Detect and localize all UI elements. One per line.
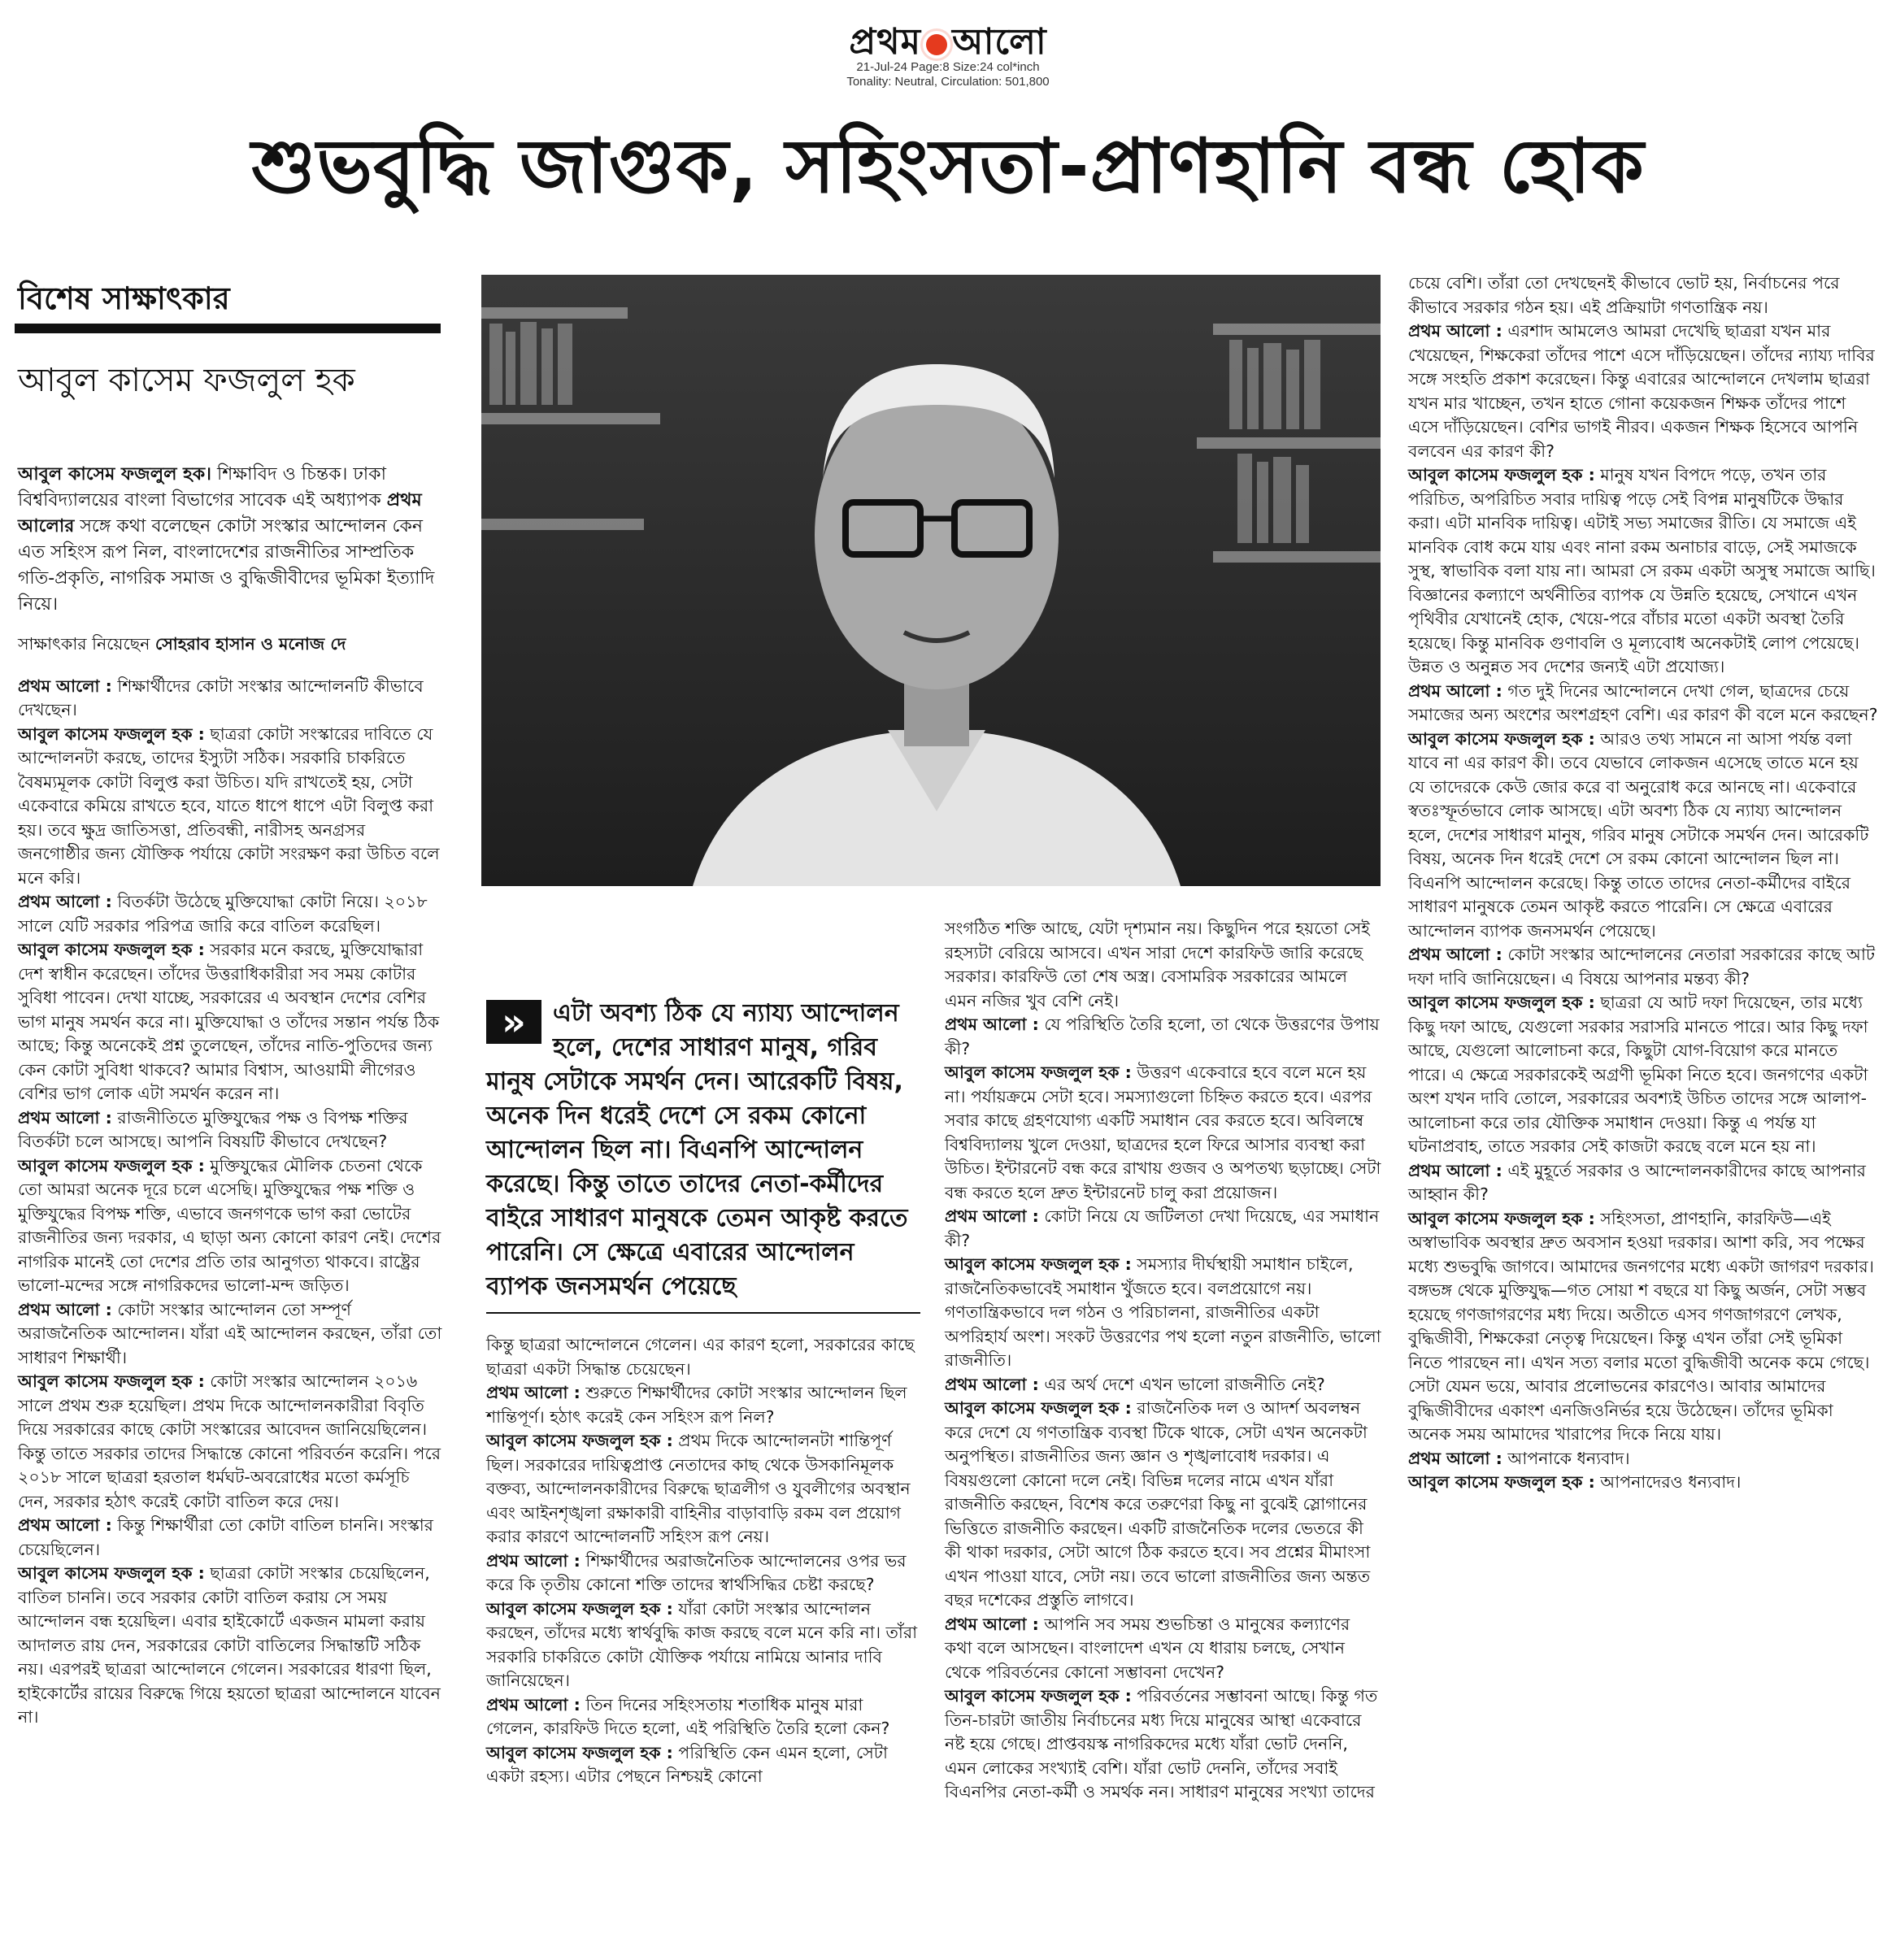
- question-paragraph: [1408, 1159, 1878, 1207]
- article-column-2: [486, 1333, 919, 1789]
- answerer-label: আবুল কাসেম ফজলুল হক :: [945, 1398, 1132, 1418]
- questioner-label: প্রথম আলো :: [18, 1515, 112, 1535]
- lead-paper: প্রথম আলোর: [18, 490, 422, 537]
- answer-paragraph: [486, 1741, 919, 1789]
- answer-paragraph: [18, 1370, 442, 1514]
- paragraph-text: সমস্যার দীর্ঘস্থায়ী সমাধান চাইলে, রাজনৈতিকভাবেই সমাধান খুঁজতে হবে। বলপ্রয়োগে নয়। গণতান্ত্রিকভাবে দল গঠন ও পরিচালনা, রাজনীতির একটা অপরিহার্য অংশ। সংকট উত্তরণের পথ হলো নতুন রাজনীতি, ভালো রাজনীতি।: [945, 1254, 1381, 1370]
- answer-paragraph: [1408, 463, 1878, 680]
- answerer-label: আবুল কাসেম ফজলুল হক :: [18, 1563, 205, 1583]
- questioner-label: প্রথম আলো :: [1408, 680, 1502, 701]
- answer-paragraph: [1408, 1207, 1878, 1447]
- question-paragraph: [18, 1106, 442, 1154]
- answer-paragraph: [945, 1253, 1382, 1373]
- credit-names: সোহরাব হাসান ও মনোজ দে: [154, 634, 346, 654]
- answer-paragraph: [945, 1684, 1382, 1805]
- paragraph-text: কিন্তু ছাত্ররা আন্দোলনে গেলেন। এর কারণ হলো, সরকারের কাছে ছাত্ররা একটা সিদ্ধান্ত চেয়েছেন।: [486, 1335, 915, 1379]
- answerer-label: আবুল কাসেম ফজলুল হক :: [18, 940, 205, 959]
- paragraph-text: ছাত্ররা কোটা সংস্কারের দাবিতে যে আন্দোলনটা করছে, তাদের ইস্যুটা সঠিক। সরকারি চাকরিতে বৈষম্যমূলক কোটা বিলুপ্ত করা উচিত। যদি রাখতেই হয়, সেটা একেবারে কমিয়ে রাখতে হবে, যাতে ধাপে ধাপে এটা বিলুপ্ত করা হয়। তবে ক্ষুদ্র জাতিসত্তা, প্রতিবন্ধী, নারীসহ অনগ্রসর জনগোষ্ঠীর জন্য যৌক্তিক পর্যায়ে কোটা সংরক্ষণ করা উচিত বলে মনে করি।: [18, 724, 440, 888]
- paragraph-text: এর অর্থ দেশে এখন ভালো রাজনীতি নেই?: [1038, 1374, 1325, 1394]
- questioner-label: প্রথম আলো :: [945, 1614, 1039, 1634]
- questioner-label: প্রথম আলো :: [945, 1374, 1039, 1394]
- question-paragraph: [486, 1381, 919, 1429]
- question-paragraph: [18, 1298, 442, 1371]
- continued-paragraph: [486, 1333, 919, 1381]
- answerer-label: আবুল কাসেম ফজলুল হক :: [945, 1254, 1132, 1274]
- continued-paragraph: [1408, 272, 1878, 319]
- questioner-label: প্রথম আলো :: [486, 1694, 581, 1714]
- question-paragraph: [486, 1693, 919, 1741]
- paragraph-text: শিক্ষার্থীদের অরাজনৈতিক আন্দোলনের ওপর ভর করে কি তৃতীয় কোনো শক্তি তাদের স্বার্থসিদ্ধির চেষ্টা করছে?: [486, 1550, 907, 1594]
- paragraph-text: চেয়ে বেশি। তাঁরা তো দেখছেনই কীভাবে ভোট হয়, নির্বাচনের পরে কীভাবে সরকার গঠন হয়। এই প্রক্রিয়াটা গণতান্ত্রিক নয়।: [1408, 273, 1840, 317]
- paragraph-text: প্রথম দিকে আন্দোলনটা শান্তিপূর্ণ ছিল। সরকারের দায়িত্বপ্রাপ্ত নেতাদের কাছ থেকে উসকানিমূলক বক্তব্য, আন্দোলনকারীদের বিরুদ্ধে ছাত্রলীগ ও যুবলীগের অবস্থান এবং আইনশৃঙ্খলা রক্ষাকারী বাহিনীর বাড়াবাড়ি রকম বল প্রয়োগ করার কারণে আন্দোলনটি সহিংস রূপ নেয়।: [486, 1431, 911, 1546]
- questioner-label: প্রথম আলো :: [1408, 1448, 1502, 1468]
- paragraph-text: এরশাদ আমলেও আমরা দেখেছি ছাত্ররা যখন মার খেয়েছেন, শিক্ষকেরা তাঁদের পাশে এসে দাঁড়িয়েছেন। তাঁদের ন্যায্য দাবির সঙ্গে সংহতি প্রকাশ করেছেন। কিন্তু এবারের আন্দোলনে দেখলাম ছাত্ররা যখন মার খাচ্ছেন, তখন হাতে গোনা কয়েকজন শিক্ষক তাঁদের পাশে এসে দাঁড়িয়েছেন। বেশির ভাগই নীরব। একজন শিক্ষক হিসেবে আপনি বলবেন এর কারণ কী?: [1408, 321, 1875, 461]
- answer-paragraph: [486, 1597, 919, 1693]
- questioner-label: প্রথম আলো :: [486, 1550, 581, 1571]
- question-paragraph: [1408, 680, 1878, 728]
- questioner-label: প্রথম আলো :: [1408, 945, 1502, 964]
- paragraph-text: কোটা সংস্কার আন্দোলন তো সম্পূর্ণ অরাজনৈতিক আন্দোলন। যাঁরা এই আন্দোলন করছেন, তাঁরা তো সাধারণ শিক্ষার্থী।: [18, 1299, 442, 1367]
- pull-quote-text: এটা অবশ্য ঠিক যে ন্যায্য আন্দোলন হলে, দেশের সাধারণ মানুষ, গরিব মানুষ সেটাকে সমর্থন দেন। আরেকটি বিষয়, অনেক দিন ধরেই দেশে সে রকম কোনো আন্দোলন ছিল না। বিএনপি আন্দোলন করেছে। কিন্তু তাতে তাদের নেতা-কর্মীদের বাইরে সাধারণ মানুষকে তেমন আকৃষ্ট করতে পারেনি। সে ক্ষেত্রে এবারের আন্দোলন ব্যাপক জনসমর্থন পেয়েছে: [486, 999, 908, 1301]
- lead-name: আবুল কাসেম ফজলুল হক।: [18, 464, 211, 485]
- question-paragraph: [18, 675, 442, 723]
- paragraph-text: কোটা নিয়ে যে জটিলতা দেখা দিয়েছে, এর সমাধান কী?: [945, 1206, 1380, 1250]
- questioner-label: প্রথম আলো :: [1408, 1160, 1502, 1180]
- paragraph-text: আপনাকে ধন্যবাদ।: [1502, 1448, 1630, 1468]
- answerer-label: আবুল কাসেম ফজলুল হক :: [486, 1431, 673, 1450]
- paragraph-text: কোটা সংস্কার আন্দোলন ২০১৬ সালে প্রথম শুরু হয়েছিল। প্রথম দিকে আন্দোলনকারীরা বিবৃতি দিয়ে সরকারের কাছে কোটা সংস্কারের আবেদন জানিয়েছিলেন। কিন্তু তাতে সরকার তাদের সিদ্ধান্তে কোনো পরিবর্তন করেনি। পরে ২০১৮ সালে ছাত্ররা হরতাল ধর্মঘট-অবরোধের মতো কর্মসূচি দেন, সরকার হঠাৎ করেই কোটা বাতিল করে দেয়।: [18, 1371, 441, 1511]
- answer-paragraph: [18, 938, 442, 1106]
- sun-logo-icon: [926, 34, 947, 55]
- answerer-label: আবুল কাসেম ফজলুল হক :: [486, 1598, 673, 1619]
- lead-paragraph: [18, 462, 442, 618]
- answerer-label: আবুল কাসেম ফজলুল হক :: [1408, 993, 1595, 1012]
- qa-container: [945, 917, 1382, 1805]
- paragraph-text: রাজনীতিতে মুক্তিযুদ্ধের পক্ষ ও বিপক্ষ শক্তির বিতর্কটা চলে আসছে। আপনি বিষয়টি কীভাবে দেখছেন?: [18, 1107, 408, 1151]
- logo-text-left: প্রথম: [849, 21, 922, 63]
- double-chevron-right-icon: »: [486, 1000, 541, 1044]
- paragraph-text: আপনি সব সময় শুভচিন্তা ও মানুষের কল্যাণের কথা বলে আসছেন। বাংলাদেশ এখন যে ধারায় চলছে, সেখান থেকে পরিবর্তনের কোনো সম্ভাবনা দেখেন?: [945, 1614, 1350, 1682]
- answerer-label: আবুল কাসেম ফজলুল হক :: [1408, 1472, 1595, 1492]
- question-paragraph: [18, 890, 442, 938]
- questioner-label: প্রথম আলো :: [18, 1299, 112, 1319]
- questioner-label: প্রথম আলো :: [1408, 321, 1502, 341]
- portrait-illustration: [481, 275, 1381, 886]
- answerer-label: আবুল কাসেম ফজলুল হক :: [18, 1371, 205, 1391]
- answer-paragraph: [18, 1562, 442, 1730]
- questioner-label: প্রথম আলো :: [945, 1015, 1039, 1034]
- paragraph-text: যাঁরা কোটা সংস্কার আন্দোলন করছেন, তাঁদের মধ্যে স্বার্থবুদ্ধি কাজ করছে বলে মনে করি না। তাঁরা সরকারি চাকরিতে কোটা যৌক্তিক পর্যায়ে নামিয়ে আনার দাবি জানিয়েছেন।: [486, 1598, 918, 1690]
- answer-paragraph: [1408, 991, 1878, 1159]
- clipping-meta-line-1: 21-Jul-24 Page:8 Size:24 col*inch: [856, 60, 1040, 74]
- credit-prefix: সাক্ষাৎকার নিয়েছেন: [18, 634, 155, 654]
- answer-paragraph: [18, 723, 442, 891]
- paragraph-text: সংগঠিত শক্তি আছে, যেটা দৃশ্যমান নয়। কিছুদিন পরে হয়তো সেই রহস্যটা বেরিয়ে আসবে। এখন সারা দেশে কারফিউ জারি করেছে সরকার। কারফিউ তো শেষ অস্ত্র। বেসামরিক সরকারের আমলে এমন নজির খুব বেশি নেই।: [945, 919, 1370, 1010]
- answerer-label: আবুল কাসেম ফজলুল হক :: [945, 1686, 1132, 1706]
- paragraph-text: তিন দিনের সহিংসতায় শতাধিক মানুষ মারা গেলেন, কারফিউ দিতে হলো, এই পরিস্থিতি তৈরি হলো কেন?: [486, 1694, 890, 1738]
- question-paragraph: [945, 1373, 1382, 1397]
- paragraph-text: পরিবর্তনের সম্ভাবনা আছে। কিন্তু গত তিন-চারটা জাতীয় নির্বাচনের মধ্য দিয়ে মানুষের আস্থা একেবারে নষ্ট হয়ে গেছে। প্রাপ্তবয়স্ক নাগরিকদের মধ্যে যাঁরা ভোট দেননি, এমন লোকের সংখ্যাই বেশি। যাঁরা ভোট দেননি, তাঁদের সবাই বিএনপির নেতা-কর্মী ও সমর্থক নন। সাধারণ মানুষের সংখ্যা তাদের: [945, 1686, 1378, 1801]
- question-paragraph: [18, 1514, 442, 1562]
- question-paragraph: [945, 1013, 1382, 1061]
- paragraph-text: এই মুহূর্তে সরকার ও আন্দোলনকারীদের কাছে আপনার আহ্বান কী?: [1408, 1160, 1866, 1204]
- paragraph-text: উত্তরণ একেবারে হবে বলে মনে হয় না। পর্যায়ক্রমে সেটা হবে। সমস্যাগুলো চিহ্নিত করতে হবে। এরপর সবার কাছে গ্রহণযোগ্য একটি সমাধান বের করতে হবে। অবিলম্বে বিশ্ববিদ্যালয় খুলে দেওয়া, ছাত্রদের হলে ফিরে আসার ব্যবস্থা করা উচিত। ইন্টারনেট বন্ধ করে রাখায় গুজব ও অপতথ্য ছড়াচ্ছে। সেটা বন্ধ করতে হলে দ্রুত ইন্টারনেট চালু করা প্রয়োজন।: [945, 1063, 1381, 1202]
- clipping-meta-line-2: Tonality: Neutral, Circulation: 501,800: [846, 75, 1050, 89]
- lead-text-2: সঙ্গে কথা বলেছেন কোটা সংস্কার আন্দোলন কেন এত সহিংস রূপ নিল, বাংলাদেশের রাজনীতির সাম্প্রতিক গতি-প্রকৃতি, নাগরিক সমাজ ও বুদ্ধিজীবীদের ভূমিকা ইত্যাদি নিয়ে।: [18, 516, 435, 615]
- paragraph-text: ছাত্ররা কোটা সংস্কার চেয়েছিলেন, বাতিল চাননি। তবে সরকার কোটা বাতিল করায় সে সময় আন্দোলন বন্ধ হয়েছিল। এবার হাইকোর্টে একজন মামলা করায় আদালত রায় দেন, সরকারের কোটা বাতিলের সিদ্ধান্তটি সঠিক নয়। এরপরই ছাত্ররা আন্দোলনে গেলেন। সরকারের ধারণা ছিল, হাইকোর্টের রায়ের বিরুদ্ধে গিয়ে হয়তো ছাত্ররা আন্দোলনে যাবেন না।: [18, 1563, 441, 1727]
- question-paragraph: [1408, 1447, 1878, 1471]
- pull-quote-rule: [486, 1312, 920, 1314]
- paragraph-text: গত দুই দিনের আন্দোলনে দেখা গেল, ছাত্রদের চেয়ে সমাজের অন্য অংশের অংশগ্রহণ বেশি। এর কারণ কী বলে মনে করছেন?: [1408, 680, 1878, 724]
- answerer-label: আবুল কাসেম ফজলুল হক :: [945, 1063, 1132, 1082]
- answer-paragraph: [486, 1429, 919, 1549]
- qa-container: [18, 675, 442, 1730]
- question-paragraph: [945, 1613, 1382, 1685]
- paragraph-text: শিক্ষার্থীদের কোটা সংস্কার আন্দোলনটি কীভাবে দেখছেন।: [18, 676, 424, 719]
- answerer-label: আবুল কাসেম ফজলুল হক :: [1408, 728, 1595, 749]
- paragraph-text: মানুষ যখন বিপদে পড়ে, তখন তার পরিচিত, অপরিচিত সবার দায়িত্ব পড়ে সেই বিপন্ন মানুষটিকে উদ্ধার করা। এটা মানবিক দায়িত্ব। এটাই সভ্য সমাজের রীতি। যে সমাজে এই মানবিক বোধ কমে যায় এবং নানা রকম অনাচার বাড়ে, সেই সমাজকে সুস্থ, স্বাভাবিক বলা যায় না। আমরা সে রকম একটা অসুস্থ সমাজে আছি। বিজ্ঞানের কল্যাণে অর্থনীতির ব্যাপক যে উন্নতি হয়েছে, সেখানে এখন পৃথিবীর যেখানেই হোক, খেয়ে-পরে বাঁচার মতো একটা অবস্থা তৈরি হয়েছে। কিন্তু মানবিক গুণাবলি ও মূল্যবোধ অনেকটাই লোপ পেয়েছে। উন্নত ও অনুন্নত সব দেশের জন্যই এটা প্রযোজ্য।: [1408, 465, 1876, 676]
- portrait-photo: [481, 275, 1381, 886]
- paragraph-text: সরকার মনে করছে, মুক্তিযোদ্ধারা দেশ স্বাধীন করেছেন। তাঁদের উত্তরাধিকারীরা সব সময় কোটার সুবিধা পাবেন। দেখা যাচ্ছে, সরকারের এ অবস্থান দেশের বেশির ভাগ মানুষ সমর্থন করে না। মুক্তিযোদ্ধা ও তাঁদের সন্তান পর্যন্ত ঠিক আছে; কিন্তু অনেকেই প্রশ্ন তুলেছেন, তাঁদের নাতি-পুতিদের জন্য কেন কোটা সুবিধা থাকবে? আমার বিশ্বাস, আওয়ামী লীগেরও বেশির ভাগ লোক এটা সমর্থন করেন না।: [18, 940, 440, 1103]
- pull-quote: [486, 997, 919, 1304]
- answer-paragraph: [18, 1154, 442, 1298]
- kicker-rule: [15, 324, 441, 333]
- lead-text-1: শিক্ষাবিদ ও চিন্তক। ঢাকা বিশ্ববিদ্যালয়ের বাংলা বিভাগের সাবেক এই অধ্যাপক: [18, 464, 387, 511]
- paragraph-text: কোটা সংস্কার আন্দোলনের নেতারা সরকারের কাছে আট দফা দাবি জানিয়েছেন। এ বিষয়ে আপনার মন্তব্য কী?: [1408, 945, 1876, 989]
- answer-paragraph: [945, 1397, 1382, 1613]
- paragraph-text: ছাত্ররা যে আট দফা দিয়েছেন, তার মধ্যে কিছু দফা আছে, যেগুলো সরকার সরাসরি মানতে পারে। আর কিছু দফা আছে, যেগুলো আলোচনা করে, কিছুটা যোগ-বিয়োগ করে মানতে পারে। এ ক্ষেত্রে সরকারকেই অগ্রণী ভূমিকা নিতে হবে। জনগণের একটা অংশ যখন দাবি তোলে, সরকারের অবশ্যই উচিত তাদের সঙ্গে আলাপ-আলোচনা করে তার যৌক্তিক সমাধান দেওয়া। কিন্তু এ পর্যন্ত যা ঘটনাপ্রবাহ, তাতে সরকার সেই কাজটা করছে বলে মনে হয় না।: [1408, 993, 1868, 1156]
- logo-text-right: আলো: [952, 21, 1047, 63]
- qa-container: [486, 1333, 919, 1789]
- questioner-label: প্রথম আলো :: [486, 1383, 581, 1402]
- paragraph-text: মুক্তিযুদ্ধের মৌলিক চেতনা থেকে তো আমরা অনেক দূরে চলে এসেছি। মুক্তিযুদ্ধের পক্ষ শক্তি ও মুক্তিযুদ্ধের বিপক্ষ শক্তি, এভাবে জনগণকে ভাগ করা ভোটের রাজনীতির জন্য দরকার, এ ছাড়া অন্য কোনো কারণ নেই। দেশের নাগরিক মানেই তো দেশের প্রতি তার আনুগত্য থাকবে। রাষ্ট্রের ভালো-মন্দের সঙ্গে নাগরিকদের ভালো-মন্দ জড়িত।: [18, 1155, 441, 1295]
- qa-container: [1408, 272, 1878, 1495]
- answer-paragraph: [1408, 1471, 1878, 1495]
- answerer-label: আবুল কাসেম ফজলুল হক :: [18, 1155, 205, 1176]
- continued-paragraph: [945, 917, 1382, 1013]
- article-column-3: [945, 917, 1382, 1805]
- question-paragraph: [1408, 319, 1878, 463]
- paragraph-text: কিন্তু শিক্ষার্থীরা তো কোটা বাতিল চাননি। সংস্কার চেয়েছিলেন।: [18, 1515, 433, 1559]
- answer-paragraph: [1408, 728, 1878, 944]
- questioner-label: প্রথম আলো :: [18, 892, 112, 911]
- paragraph-text: আপনাদেরও ধন্যবাদ।: [1594, 1472, 1742, 1492]
- paragraph-text: বিতর্কটা উঠেছে মুক্তিযোদ্ধা কোটা নিয়ে। ২০১৮ সালে যেটি সরকার পরিপত্র জারি করে বাতিল করেছিল।: [18, 892, 428, 936]
- answerer-label: আবুল কাসেম ফজলুল হক :: [486, 1742, 673, 1762]
- article-column-4: [1408, 272, 1878, 1495]
- paragraph-text: আরও তথ্য সামনে না আসা পর্যন্ত বলা যাবে না এর কারণ কী। তবে যেভাবে লোকজন এসেছে তাতে মনে হয় যে তাদেরকে কেউ জোর করে বা অনুরোধ করে আনছে না। একেবারে স্বতঃস্ফূর্তভাবে লোক আসছে। এটা অবশ্য ঠিক যে ন্যায্য আন্দোলন হলে, দেশের সাধারণ মানুষ, গরিব মানুষ সেটাকে সমর্থন দেন। আরেকটি বিষয়, অনেক দিন ধরেই দেশে সে রকম কোনো আন্দোলন ছিল না। বিএনপি আন্দোলন করেছে। কিন্তু তাতে তাদের নেতা-কর্মীদের বাইরে সাধারণ মানুষকে তেমন আকৃষ্ট করতে পারেনি। সে ক্ষেত্রে এবারের আন্দোলন ব্যাপক জনসমর্থন পেয়েছে।: [1408, 728, 1869, 941]
- answerer-label: আবুল কাসেম ফজলুল হক :: [18, 724, 205, 744]
- answerer-label: আবুল কাসেম ফজলুল হক :: [1408, 465, 1595, 485]
- paragraph-text: পরিস্থিতি কেন এমন হলো, সেটা একটা রহস্য। এটার পেছনে নিশ্চয়ই কোনো: [486, 1742, 888, 1786]
- question-paragraph: [945, 1205, 1382, 1253]
- answer-paragraph: [945, 1061, 1382, 1205]
- interviewee-name: আবুল কাসেম ফজলুল হক: [18, 362, 355, 399]
- questioner-label: প্রথম আলো :: [18, 1107, 112, 1128]
- questioner-label: প্রথম আলো :: [945, 1206, 1039, 1226]
- paragraph-text: রাজনৈতিক দল ও আদর্শ অবলম্বন করে দেশে যে গণতান্ত্রিক ব্যবস্থা টিকে থাকে, সেটা এখন অনেকটা অনুপস্থিত। রাজনীতির জন্য জ্ঞান ও শৃঙ্খলাবোধ দরকার। এ বিষয়গুলো কোনো দলে নেই। বিভিন্ন দলের নামে এখন যাঁরা রাজনীতি করছেন, বিশেষ করে তরুণেরা কিছু না বুঝেই স্লোগানের ভিত্তিতে রাজনীতি করছেন। একটি রাজনৈতিক দলের ভেতরে কী কী থাকা দরকার, সেটা আগে ঠিক করতে হবে। সব প্রশ্নের মীমাংসা এখন পাওয়া যাবে, সেটা নয়। তবে ভালো রাজনীতির জন্য অন্তত বছর দশেকের প্রস্তুতি লাগবে।: [945, 1398, 1371, 1610]
- answerer-label: আবুল কাসেম ফজলুল হক :: [1408, 1208, 1595, 1228]
- paragraph-text: সহিংসতা, প্রাণহানি, কারফিউ—এই অস্বাভাবিক অবস্থার দ্রুত অবসান হওয়া দরকার। আশা করি, সব পক্ষের মধ্যে শুভবুদ্ধি জাগবে। আমাদের জনগণের মধ্যে একটা জাগরণ দরকার। বঙ্গভঙ্গ থেকে মুক্তিযুদ্ধ—গত সোয়া শ বছরে যা কিছু অর্জন, সেটা সম্ভব হয়েছে গণজাগরণের মধ্য দিয়ে। অতীতে এসব গণজাগরণে লেখক, বুদ্ধিজীবী, শিক্ষকেরা নেতৃত্ব দিয়েছেন। কিন্তু এখন তাঁরা সেই ভূমিকা নিতে পারছেন না। এখন সত্য বলার মতো বুদ্ধিজীবী অনেক কমে গেছে। সেটা যেমন ভয়ে, আবার প্রলোভনের কারণেও। আবার আমাদের বুদ্ধিজীবীদের একাংশ এনজিওনির্ভর হয়ে উঠেছেন। তাঁদের ভূমিকা অনেক সময় আমাদের খারাপের দিকে নিয়ে যায়।: [1408, 1208, 1875, 1444]
- paragraph-text: শুরুতে শিক্ষার্থীদের কোটা সংস্কার আন্দোলন ছিল শান্তিপূর্ণ। হঠাৎ করেই কেন সহিংস রূপ নিল?: [486, 1383, 907, 1427]
- question-paragraph: [486, 1549, 919, 1597]
- interview-credit: [18, 632, 442, 657]
- question-paragraph: [1408, 943, 1878, 991]
- headline: শুভবুদ্ধি জাগুক, সহিংসতা-প্রাণহানি বন্ধ হোক: [251, 123, 1645, 210]
- article-column-1: [18, 462, 442, 1730]
- questioner-label: প্রথম আলো :: [18, 676, 112, 696]
- paragraph-text: যে পরিস্থিতি তৈরি হলো, তা থেকে উত্তরণের উপায় কী?: [945, 1015, 1380, 1058]
- section-kicker: বিশেষ সাক্ষাৎকার: [18, 280, 230, 316]
